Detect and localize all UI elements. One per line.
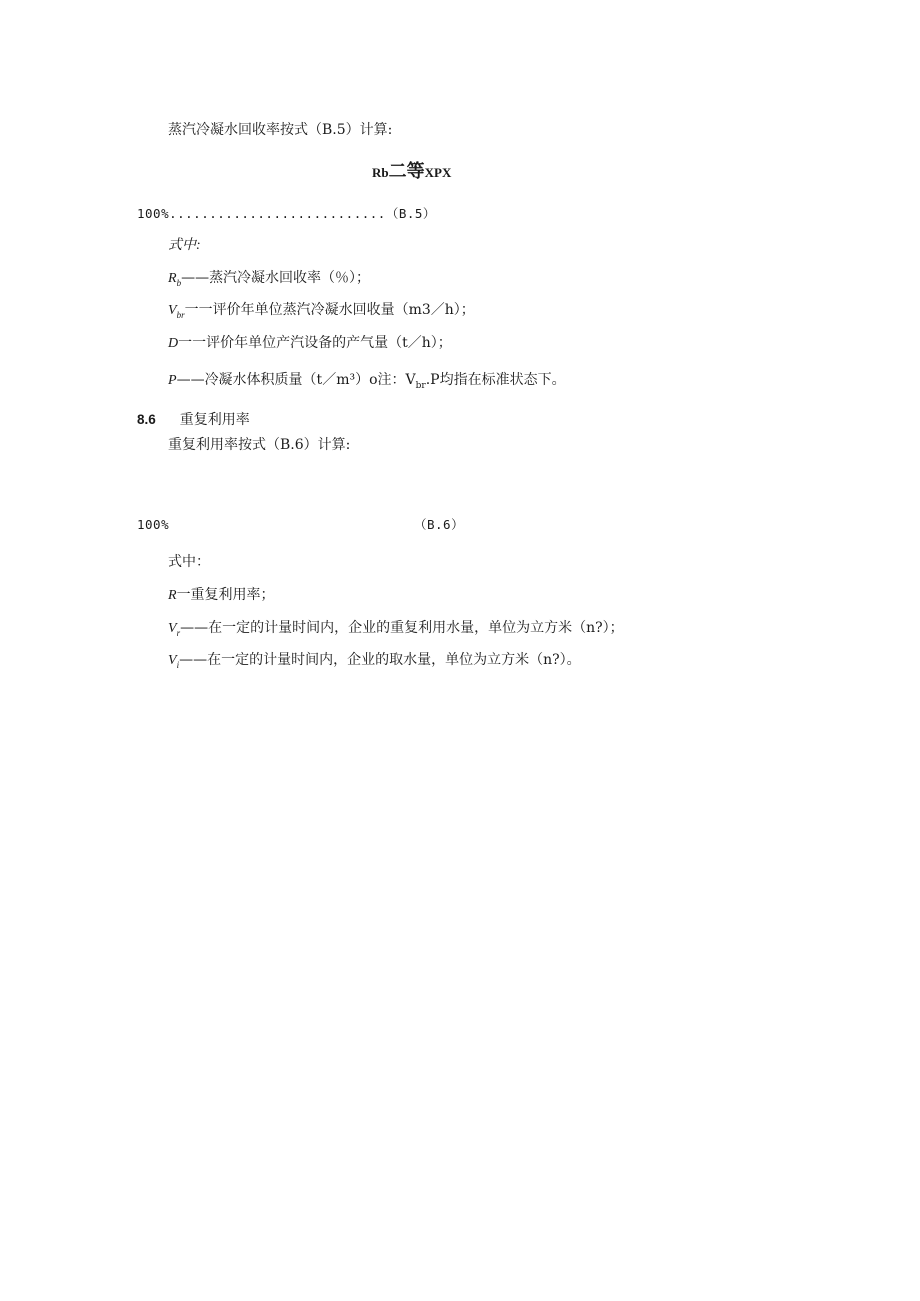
note-subscript: br [415,380,426,391]
b5-eq-ref: （B.5） [385,206,436,221]
def-text: ——在一定的计量时间内，企业的取水量，单位为立方米（n?）。 [179,652,581,668]
def-symbol: R [168,271,177,286]
def-text: 一一评价年单位产汽设备的产气量（t／h）； [178,335,452,351]
b6-intro: 重复利用率按式（B.6）计算: [168,437,351,453]
note-tail: .P均指在标准状态下。 [425,372,566,388]
def-symbol: V [168,621,177,636]
section-number: 8.6 [137,412,156,427]
def-text: 一重复利用率； [176,587,275,603]
def-symbol: D [168,336,179,351]
section-title: 重复利用率 [179,412,250,428]
def-symbol: R [168,588,177,603]
def-symbol: V [168,303,177,318]
b6-def-vr [168,619,624,642]
def-symbol: P [168,373,177,388]
formula-rhs: XPX [424,165,452,180]
def-subscript: br [176,309,185,320]
def-text: ——在一定的计量时间内，企业的重复利用水量，单位为立方米（n?）； [180,620,624,636]
b5-equation-line [137,205,436,223]
b5-def-d [168,334,452,353]
b6-equation-left: 100% [137,517,170,532]
def-text: 一一评价年单位蒸汽冷凝水回收量（m3／h）； [184,302,475,318]
def-text: ——蒸汽冷凝水回收率（％）； [181,270,371,286]
def-subscript: b [176,277,182,288]
b6-equation-ref: （B.6） [414,517,465,532]
b5-intro: 蒸汽冷凝水回收率按式（B.5）计算: [168,122,393,138]
def-subscript: r [176,627,181,638]
def-subscript: i [176,659,180,670]
b6-where: 式中： [168,554,210,570]
b5-formula [372,160,451,185]
formula-mid: 二等 [388,161,425,182]
b6-def-vi [168,651,581,674]
b5-eq-dots: ........................... [169,206,386,221]
def-symbol: V [168,653,177,668]
b5-where: 式中: [168,238,201,253]
b5-def-vbr [168,301,475,324]
b5-eq-left: 100% [137,206,170,221]
b6-def-r [168,586,275,605]
b5-def-rb [168,269,370,292]
formula-lhs: Rb [372,165,389,180]
section-heading [137,411,250,429]
b5-def-p [168,371,566,395]
def-text: ——冷凝水体积质量（t／m³）o注：V [176,372,416,388]
